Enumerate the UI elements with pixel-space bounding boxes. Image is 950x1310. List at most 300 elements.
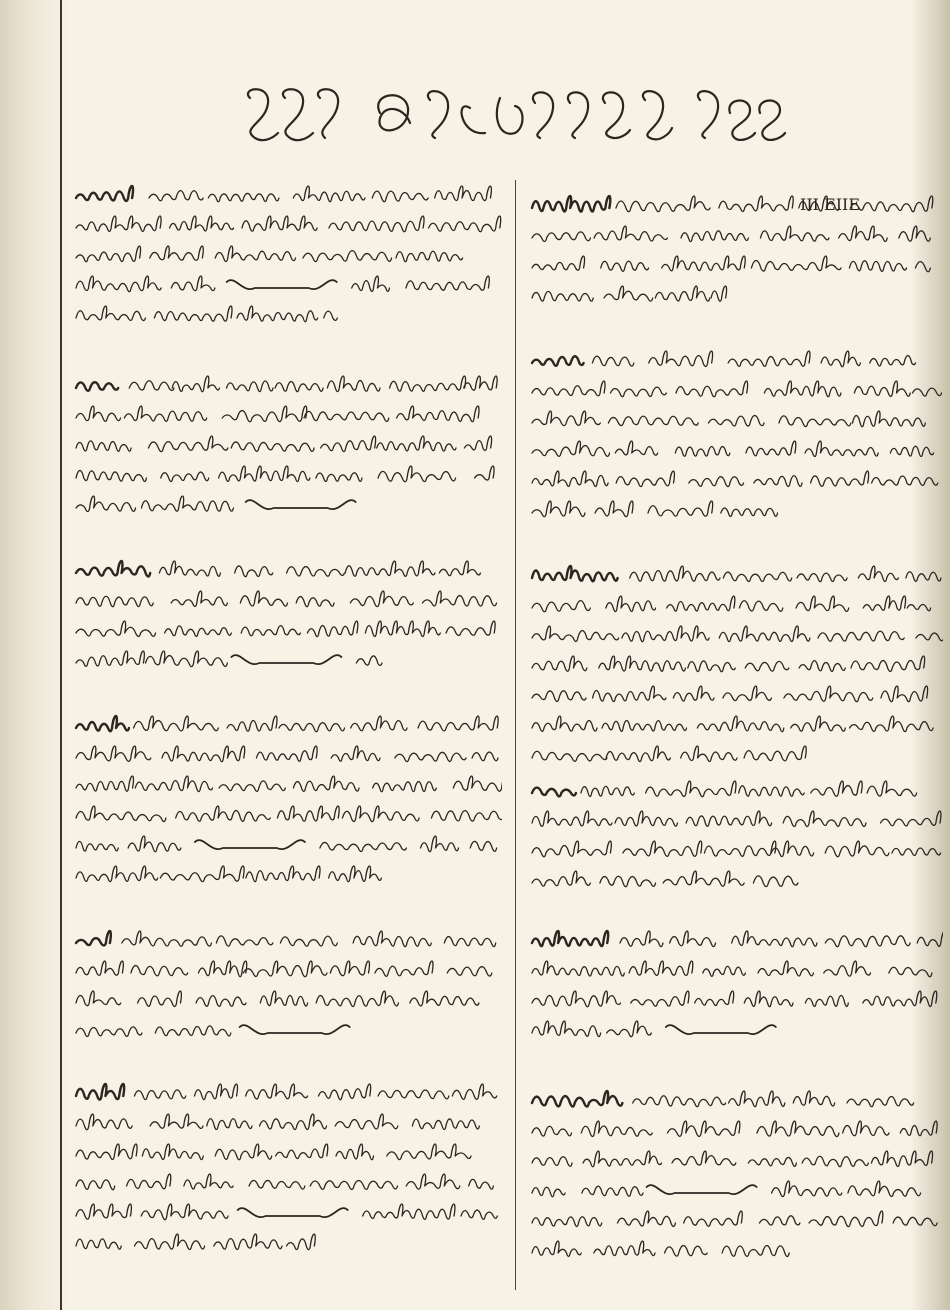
entry-7-numerals: III EIIE — [800, 195, 861, 214]
handwritten-word — [352, 276, 390, 291]
handwritten-word — [76, 1204, 131, 1219]
handwritten-word — [227, 716, 277, 731]
handwritten-word — [746, 441, 796, 456]
handwritten-word — [532, 1187, 565, 1197]
handwritten-word — [610, 387, 666, 397]
swash-dash — [666, 1025, 776, 1034]
entry-heading-word — [76, 561, 150, 577]
handwritten-word — [287, 567, 345, 577]
handwritten-word — [76, 471, 146, 482]
handwritten-word — [796, 596, 849, 611]
handwritten-word — [532, 751, 607, 761]
entry-heading-word — [532, 931, 608, 946]
handwritten-word — [159, 561, 220, 576]
handwritten-word — [729, 1091, 785, 1107]
handwritten-word — [622, 626, 709, 642]
handwritten-word — [532, 1126, 572, 1136]
handwritten-word — [863, 596, 905, 610]
entry-heading-word — [532, 788, 576, 797]
handwritten-word — [475, 466, 495, 480]
entry-12-handwriting — [528, 1085, 943, 1270]
handwritten-word — [365, 621, 440, 637]
handwritten-word — [858, 566, 898, 582]
handwritten-word — [871, 1151, 932, 1167]
swash-dash — [231, 655, 341, 664]
entry-9-handwriting — [528, 560, 943, 770]
handwritten-word — [616, 471, 674, 487]
handwritten-word — [667, 1121, 739, 1136]
handwritten-word — [825, 936, 910, 947]
entry-2 — [72, 370, 502, 530]
handwritten-word — [758, 961, 813, 976]
handwritten-word — [342, 806, 419, 822]
handwritten-word — [689, 477, 744, 487]
handwritten-word — [915, 262, 930, 272]
handwritten-word — [592, 356, 633, 366]
handwritten-word — [784, 686, 873, 702]
handwritten-word — [470, 841, 496, 851]
handwritten-word — [351, 716, 407, 731]
handwritten-word — [783, 811, 866, 827]
entry-4 — [72, 710, 502, 890]
handwritten-word — [723, 686, 772, 701]
handwritten-word — [76, 306, 145, 321]
handwritten-word — [329, 216, 424, 232]
handwritten-word — [280, 936, 337, 946]
handwritten-word — [327, 376, 380, 392]
entry-heading-word — [532, 356, 584, 366]
handwritten-word — [532, 1021, 601, 1037]
entry-11-handwriting — [528, 925, 943, 1065]
handwritten-word — [176, 806, 271, 821]
handwritten-word — [532, 1157, 572, 1166]
handwritten-word — [581, 786, 634, 796]
handwritten-word — [892, 848, 941, 855]
handwritten-word — [863, 991, 937, 1007]
handwritten-word — [581, 1121, 652, 1137]
handwritten-word — [154, 306, 232, 321]
handwritten-word — [797, 573, 847, 582]
entry-12 — [528, 1085, 943, 1270]
handwritten-word — [435, 186, 492, 201]
handwritten-word — [667, 596, 735, 611]
handwritten-word — [745, 661, 789, 671]
handwritten-word — [353, 931, 431, 947]
handwritten-word — [697, 716, 783, 732]
handwritten-word — [335, 1114, 398, 1129]
handwritten-word — [304, 411, 389, 421]
handwritten-word — [124, 406, 206, 421]
entry-heading-word — [76, 382, 118, 391]
handwritten-word — [429, 216, 501, 232]
handwritten-word — [216, 936, 272, 946]
handwritten-word — [172, 376, 219, 392]
handwritten-word — [446, 621, 495, 635]
handwritten-word — [160, 866, 244, 882]
handwritten-word — [703, 966, 746, 976]
handwritten-word — [630, 566, 720, 581]
handwritten-word — [150, 246, 204, 260]
swash-dash — [195, 840, 305, 849]
handwritten-word — [532, 411, 600, 426]
handwritten-word — [606, 596, 656, 612]
handwritten-word — [594, 1241, 655, 1256]
handwritten-word — [607, 1021, 652, 1037]
handwritten-word — [76, 841, 118, 851]
handwritten-word — [129, 381, 174, 391]
handwritten-word — [76, 496, 136, 512]
handwritten-word — [672, 1151, 736, 1165]
entry-heading-word — [76, 716, 129, 731]
handwritten-word — [242, 216, 317, 231]
handwritten-word — [532, 441, 610, 456]
handwritten-word — [127, 1174, 171, 1189]
entry-8 — [528, 345, 943, 545]
handwritten-word — [296, 597, 334, 607]
handwritten-word — [633, 1096, 726, 1107]
handwritten-word — [744, 746, 806, 761]
handwritten-word — [606, 746, 670, 762]
handwritten-word — [76, 406, 121, 421]
handwritten-word — [532, 716, 597, 731]
handwritten-word — [532, 626, 619, 641]
handwritten-word — [646, 781, 736, 797]
handwritten-word — [316, 991, 398, 1007]
handwritten-word — [76, 651, 144, 666]
handwritten-word — [138, 991, 182, 1007]
handwritten-word — [307, 621, 357, 637]
binding-line — [60, 0, 62, 1310]
handwritten-word — [764, 381, 841, 397]
handwritten-word — [900, 1121, 937, 1136]
handwritten-word — [196, 996, 246, 1007]
handwritten-word — [620, 931, 663, 947]
handwritten-word — [76, 246, 141, 262]
handwritten-word — [906, 572, 941, 582]
handwritten-word — [811, 471, 869, 486]
entry-1-handwriting — [72, 180, 502, 390]
handwritten-word — [602, 721, 686, 732]
handwritten-word — [431, 811, 502, 821]
handwritten-word — [849, 261, 906, 272]
handwritten-word — [350, 591, 413, 607]
handwritten-word — [629, 961, 693, 975]
handwritten-word — [673, 686, 714, 701]
handwritten-word — [754, 476, 802, 487]
handwritten-word — [222, 406, 306, 422]
handwritten-word — [670, 931, 716, 947]
handwritten-word — [728, 351, 810, 366]
handwritten-word — [422, 591, 496, 606]
handwritten-word — [165, 626, 232, 637]
handwritten-word — [76, 1180, 115, 1190]
handwritten-word — [412, 1119, 479, 1130]
handwritten-word — [532, 991, 621, 1007]
handwritten-word — [723, 572, 791, 581]
handwritten-word — [141, 496, 233, 511]
handwritten-word — [214, 1234, 282, 1249]
handwritten-word — [676, 381, 748, 397]
handwritten-word — [850, 196, 932, 212]
handwritten-word — [76, 276, 161, 292]
handwritten-word — [76, 806, 166, 822]
handwritten-word — [76, 1144, 137, 1160]
handwritten-word — [681, 231, 748, 242]
handwritten-word — [532, 501, 585, 517]
handwritten-word — [329, 866, 382, 882]
handwritten-word — [893, 1217, 937, 1226]
entry-heading-word — [532, 566, 618, 581]
handwritten-word — [809, 1211, 883, 1227]
entry-6 — [72, 1078, 502, 1268]
handwritten-word — [532, 1241, 581, 1256]
handwritten-word — [226, 381, 273, 392]
handwritten-word — [881, 811, 941, 826]
handwritten-word — [148, 436, 227, 452]
handwritten-word — [249, 1180, 305, 1189]
entry-5-handwriting — [72, 925, 502, 1065]
handwritten-word — [917, 931, 943, 946]
page-title — [230, 78, 790, 158]
handwritten-word — [793, 1091, 834, 1106]
handwritten-word — [219, 781, 285, 792]
handwritten-word — [260, 1114, 327, 1130]
handwritten-word — [246, 866, 320, 882]
entry-heading-word — [76, 931, 111, 945]
handwritten-word — [631, 991, 689, 1006]
handwritten-word — [604, 286, 653, 301]
handwritten-word — [532, 691, 586, 702]
handwritten-word — [76, 1114, 132, 1130]
handwritten-word — [76, 746, 151, 761]
handwritten-word — [854, 381, 910, 396]
handwritten-word — [532, 1217, 602, 1227]
handwritten-word — [779, 416, 851, 427]
handwritten-word — [184, 1174, 233, 1189]
handwritten-word — [235, 566, 273, 577]
handwritten-word — [316, 473, 362, 482]
handwritten-word — [141, 1204, 228, 1220]
handwritten-word — [695, 991, 734, 1006]
handwritten-word — [134, 1234, 204, 1250]
handwritten-word — [76, 441, 131, 451]
handwritten-word — [675, 446, 729, 456]
handwritten-word — [293, 186, 365, 202]
handwritten-word — [843, 1121, 889, 1136]
handwritten-word — [839, 226, 888, 242]
entry-4-handwriting — [72, 710, 502, 890]
handwritten-word — [872, 476, 938, 485]
handwritten-word — [825, 841, 889, 857]
handwritten-word — [452, 1084, 496, 1099]
handwritten-word — [241, 626, 300, 636]
handwritten-word — [439, 561, 480, 576]
handwritten-word — [406, 276, 489, 290]
handwritten-word — [811, 781, 862, 796]
handwritten-word — [648, 501, 713, 516]
handwritten-word — [719, 196, 793, 211]
handwritten-word — [76, 216, 161, 231]
handwritten-word — [881, 686, 928, 702]
handwritten-word — [260, 991, 307, 1006]
swash-dash — [227, 280, 337, 289]
handwritten-word — [805, 996, 848, 1007]
handwritten-word — [444, 937, 495, 947]
handwritten-word — [161, 472, 209, 481]
entry-7 — [528, 190, 943, 340]
handwritten-word — [461, 1210, 497, 1219]
handwritten-word — [532, 471, 608, 487]
handwritten-word — [665, 1246, 708, 1257]
handwritten-word — [751, 256, 841, 271]
handwritten-word — [134, 716, 219, 731]
handwritten-word — [711, 286, 726, 301]
handwritten-word — [867, 781, 917, 796]
handwritten-word — [318, 1084, 370, 1100]
swash-dash — [246, 500, 356, 509]
handwritten-word — [122, 931, 212, 946]
entry-heading-word — [532, 1091, 622, 1107]
entry-10-handwriting — [528, 775, 943, 905]
handwritten-word — [802, 1156, 868, 1166]
entry-6-handwriting — [72, 1078, 502, 1268]
handwritten-word — [171, 591, 227, 606]
handwritten-word — [135, 776, 212, 792]
entry-10 — [528, 775, 943, 905]
handwritten-word — [330, 961, 369, 976]
handwritten-word — [231, 442, 314, 451]
handwritten-word — [532, 232, 590, 242]
page-title-glyphs — [230, 78, 790, 158]
handwritten-word — [406, 1174, 460, 1189]
handwritten-word — [601, 261, 649, 271]
handwritten-word — [76, 1027, 142, 1037]
handwritten-word — [824, 961, 871, 976]
handwritten-word — [378, 1090, 449, 1099]
handwritten-word — [771, 841, 813, 857]
handwritten-word — [684, 1211, 743, 1226]
handwritten-word — [150, 1114, 203, 1128]
entry-5 — [72, 925, 502, 1065]
handwritten-word — [739, 786, 804, 796]
handwritten-word — [377, 436, 456, 451]
handwritten-word — [171, 276, 215, 291]
handwritten-word — [331, 746, 380, 761]
entry-9 — [528, 560, 943, 770]
column-divider — [515, 180, 516, 1290]
handwritten-word — [207, 1119, 252, 1130]
handwritten-word — [847, 1096, 914, 1106]
handwritten-word — [583, 1151, 661, 1167]
handwritten-word — [378, 466, 456, 482]
handwritten-word — [686, 811, 772, 826]
handwritten-word — [215, 1144, 271, 1160]
handwritten-word — [396, 251, 463, 261]
handwritten-word — [532, 601, 590, 612]
handwritten-word — [76, 1239, 121, 1249]
handwritten-word — [303, 251, 392, 262]
handwritten-word — [320, 842, 406, 851]
handwritten-word — [134, 1090, 185, 1100]
handwritten-word — [345, 561, 435, 576]
handwritten-word — [608, 416, 698, 425]
handwritten-word — [356, 656, 382, 665]
swash-dash — [238, 1208, 348, 1217]
swash-dash — [647, 1185, 757, 1194]
handwritten-word — [278, 806, 340, 821]
handwritten-word — [719, 626, 810, 642]
handwritten-word — [256, 746, 317, 761]
handwritten-word — [912, 388, 941, 396]
handwritten-word — [818, 631, 904, 641]
handwritten-word — [387, 1144, 471, 1160]
handwritten-word — [655, 286, 709, 301]
handwritten-word — [663, 871, 744, 886]
handwritten-word — [890, 446, 933, 456]
handwritten-word — [170, 216, 234, 231]
handwritten-word — [615, 441, 657, 455]
handwritten-word — [215, 246, 295, 262]
entry-8-handwriting — [528, 345, 943, 545]
handwritten-word — [532, 256, 585, 270]
handwritten-word — [595, 501, 633, 517]
handwritten-word — [421, 836, 459, 852]
handwritten-word — [600, 876, 656, 887]
handwritten-word — [195, 1084, 238, 1100]
handwritten-word — [739, 601, 782, 612]
handwritten-word — [821, 351, 860, 367]
handwritten-word — [336, 1144, 374, 1160]
handwritten-word — [275, 382, 323, 392]
handwritten-word — [76, 776, 133, 791]
handwritten-word — [759, 1216, 799, 1225]
handwritten-word — [246, 1084, 308, 1099]
handwritten-word — [395, 752, 466, 761]
handwritten-word — [310, 1181, 397, 1190]
handwritten-word — [772, 1181, 842, 1197]
swash-dash — [240, 1025, 350, 1034]
handwritten-word — [704, 841, 775, 856]
handwritten-word — [243, 961, 327, 977]
entry-3 — [72, 555, 502, 675]
handwritten-word — [76, 991, 121, 1006]
handwritten-word — [662, 256, 745, 271]
handwritten-word — [853, 411, 926, 427]
handwritten-word — [532, 656, 587, 671]
handwritten-word — [899, 226, 930, 241]
handwritten-word — [753, 876, 797, 887]
handwritten-word — [617, 1211, 675, 1227]
handwritten-word — [293, 776, 359, 791]
handwritten-word — [649, 351, 713, 366]
handwritten-word — [145, 651, 227, 667]
handwritten-word — [850, 716, 934, 732]
handwritten-word — [128, 836, 181, 852]
handwritten-word — [889, 967, 932, 977]
handwritten-word — [791, 716, 846, 731]
handwritten-word — [287, 1234, 316, 1250]
handwritten-word — [373, 782, 437, 792]
handwritten-word — [240, 591, 287, 606]
handwritten-word — [732, 931, 817, 947]
entry-1 — [72, 180, 502, 390]
handwritten-word — [363, 1204, 455, 1219]
handwritten-word — [76, 596, 153, 606]
handwritten-word — [279, 723, 345, 732]
handwritten-word — [532, 871, 590, 886]
handwritten-word — [76, 621, 156, 636]
handwritten-word — [276, 1144, 328, 1159]
